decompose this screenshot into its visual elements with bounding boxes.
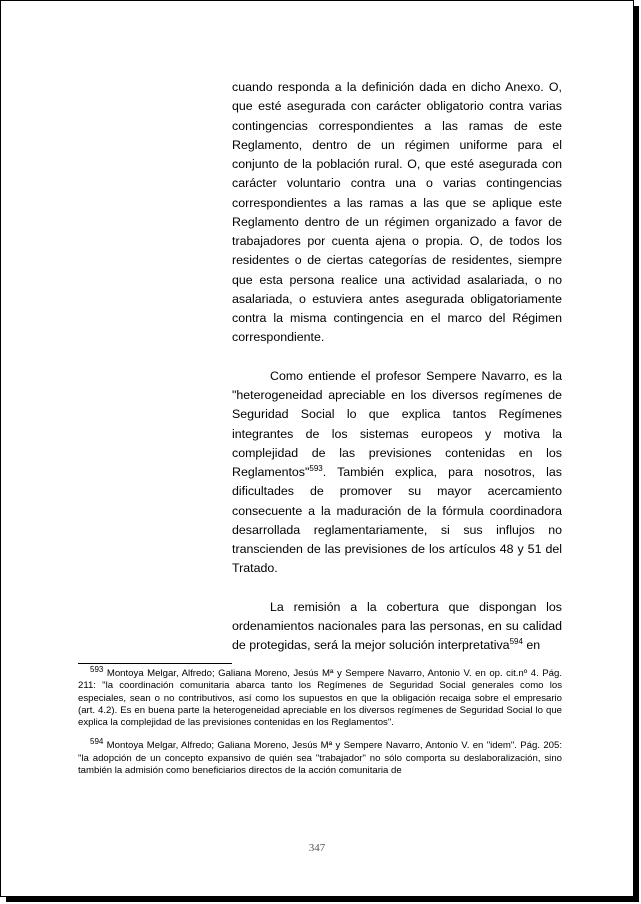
paragraph-2-text-b: . También explica, para nosotros, las dificultades de promover su mayor acercamiento consecuente a la maduración de la fórmula coordinadora desarrollada reglamentariamente, si sus influjos no transcienden de las previsiones de los artículos 48 y 51 del Tratado. — [232, 465, 562, 576]
paragraph-2-text-a: Como entiende el profesor Sempere Navarro, es la "heterogeneidad apreciable en los diversos regímenes de Seguridad Social lo que explica tantos Regímenes integrantes de los sistemas europeos y motiva la complejidad de las previsiones contenidas en los Reglamentos" — [232, 368, 562, 479]
paragraph-3-text-a: La remisión a la cobertura que dispongan los ordenamientos nacionales para las personas, en su calidad de protegidas, será la mejor solución interpretativa — [232, 599, 562, 653]
footnote-ref-594[interactable]: 594 — [509, 637, 523, 647]
footnote-number: 593 — [90, 665, 104, 674]
footnote-text: Montoya Melgar, Alfredo; Galiana Moreno, Jesús Mª y Sempere Navarro, Antonio V. en "idem". Pág. 205: "la adopción de un concepto expansivo de quién sea "trabajador" no sólo comporta su deslaboralización, sino también la admisión como beneficiarios directos de la acción comunitaria de — [78, 740, 562, 777]
footnote-text: Montoya Melgar, Alfredo; Galiana Moreno, Jesús Mª y Sempere Navarro, Antonio V. en op. cit.nº 4. Pág. 211: "la coordinación comunitaria abarca tanto los Regímenes de Seguridad Social generales como los especiales, sean o no contributivos, así como los supuestos en que la obligación recaiga sobre el empresario (art. 4.2). Es en buena parte la heterogeneidad apreciable en los diversos regímenes de Seguridad Social lo que explica la complejidad de las previsiones contenidas en los Reglamentos". — [78, 668, 562, 729]
page-shadow-bottom — [6, 897, 639, 902]
footnotes — [78, 665, 562, 777]
footnote-593 — [78, 665, 562, 729]
footnote-ref-593[interactable]: 593 — [309, 464, 323, 473]
paragraph-3 — [232, 598, 562, 656]
page-number: 347 — [308, 842, 326, 854]
page-shadow-right — [634, 6, 639, 902]
footnote-594 — [78, 737, 562, 777]
body-text — [232, 78, 562, 656]
footnote-separator — [78, 663, 232, 664]
paragraph-1: cuando responda a la definición dada en dicho Anexo. O, que esté asegurada con carácter obligatorio contra varias contingencias correspondientes a las ramas de este Reglamento, dentro de un régimen uniforme para el conjunto de la población rural. O, que esté asegurada con carácter voluntario contra una o varias contingencias correspondientes a las ramas a las que se aplique este Reglamento dentro de un régimen organizado a favor de trabajadores por cuenta ajena o propia. O, de todos los residentes o de ciertas categorías de residentes, siempre que esta persona realice una actividad asalariada, o no asalariada, o estuviera antes asegurada obligatoriamente contra la misma contingencia en el marco del Régimen correspondiente. — [232, 80, 562, 345]
footnote-number: 594 — [90, 737, 104, 747]
paragraph-2 — [232, 367, 562, 579]
paragraph-3-text-b: en — [522, 638, 541, 653]
